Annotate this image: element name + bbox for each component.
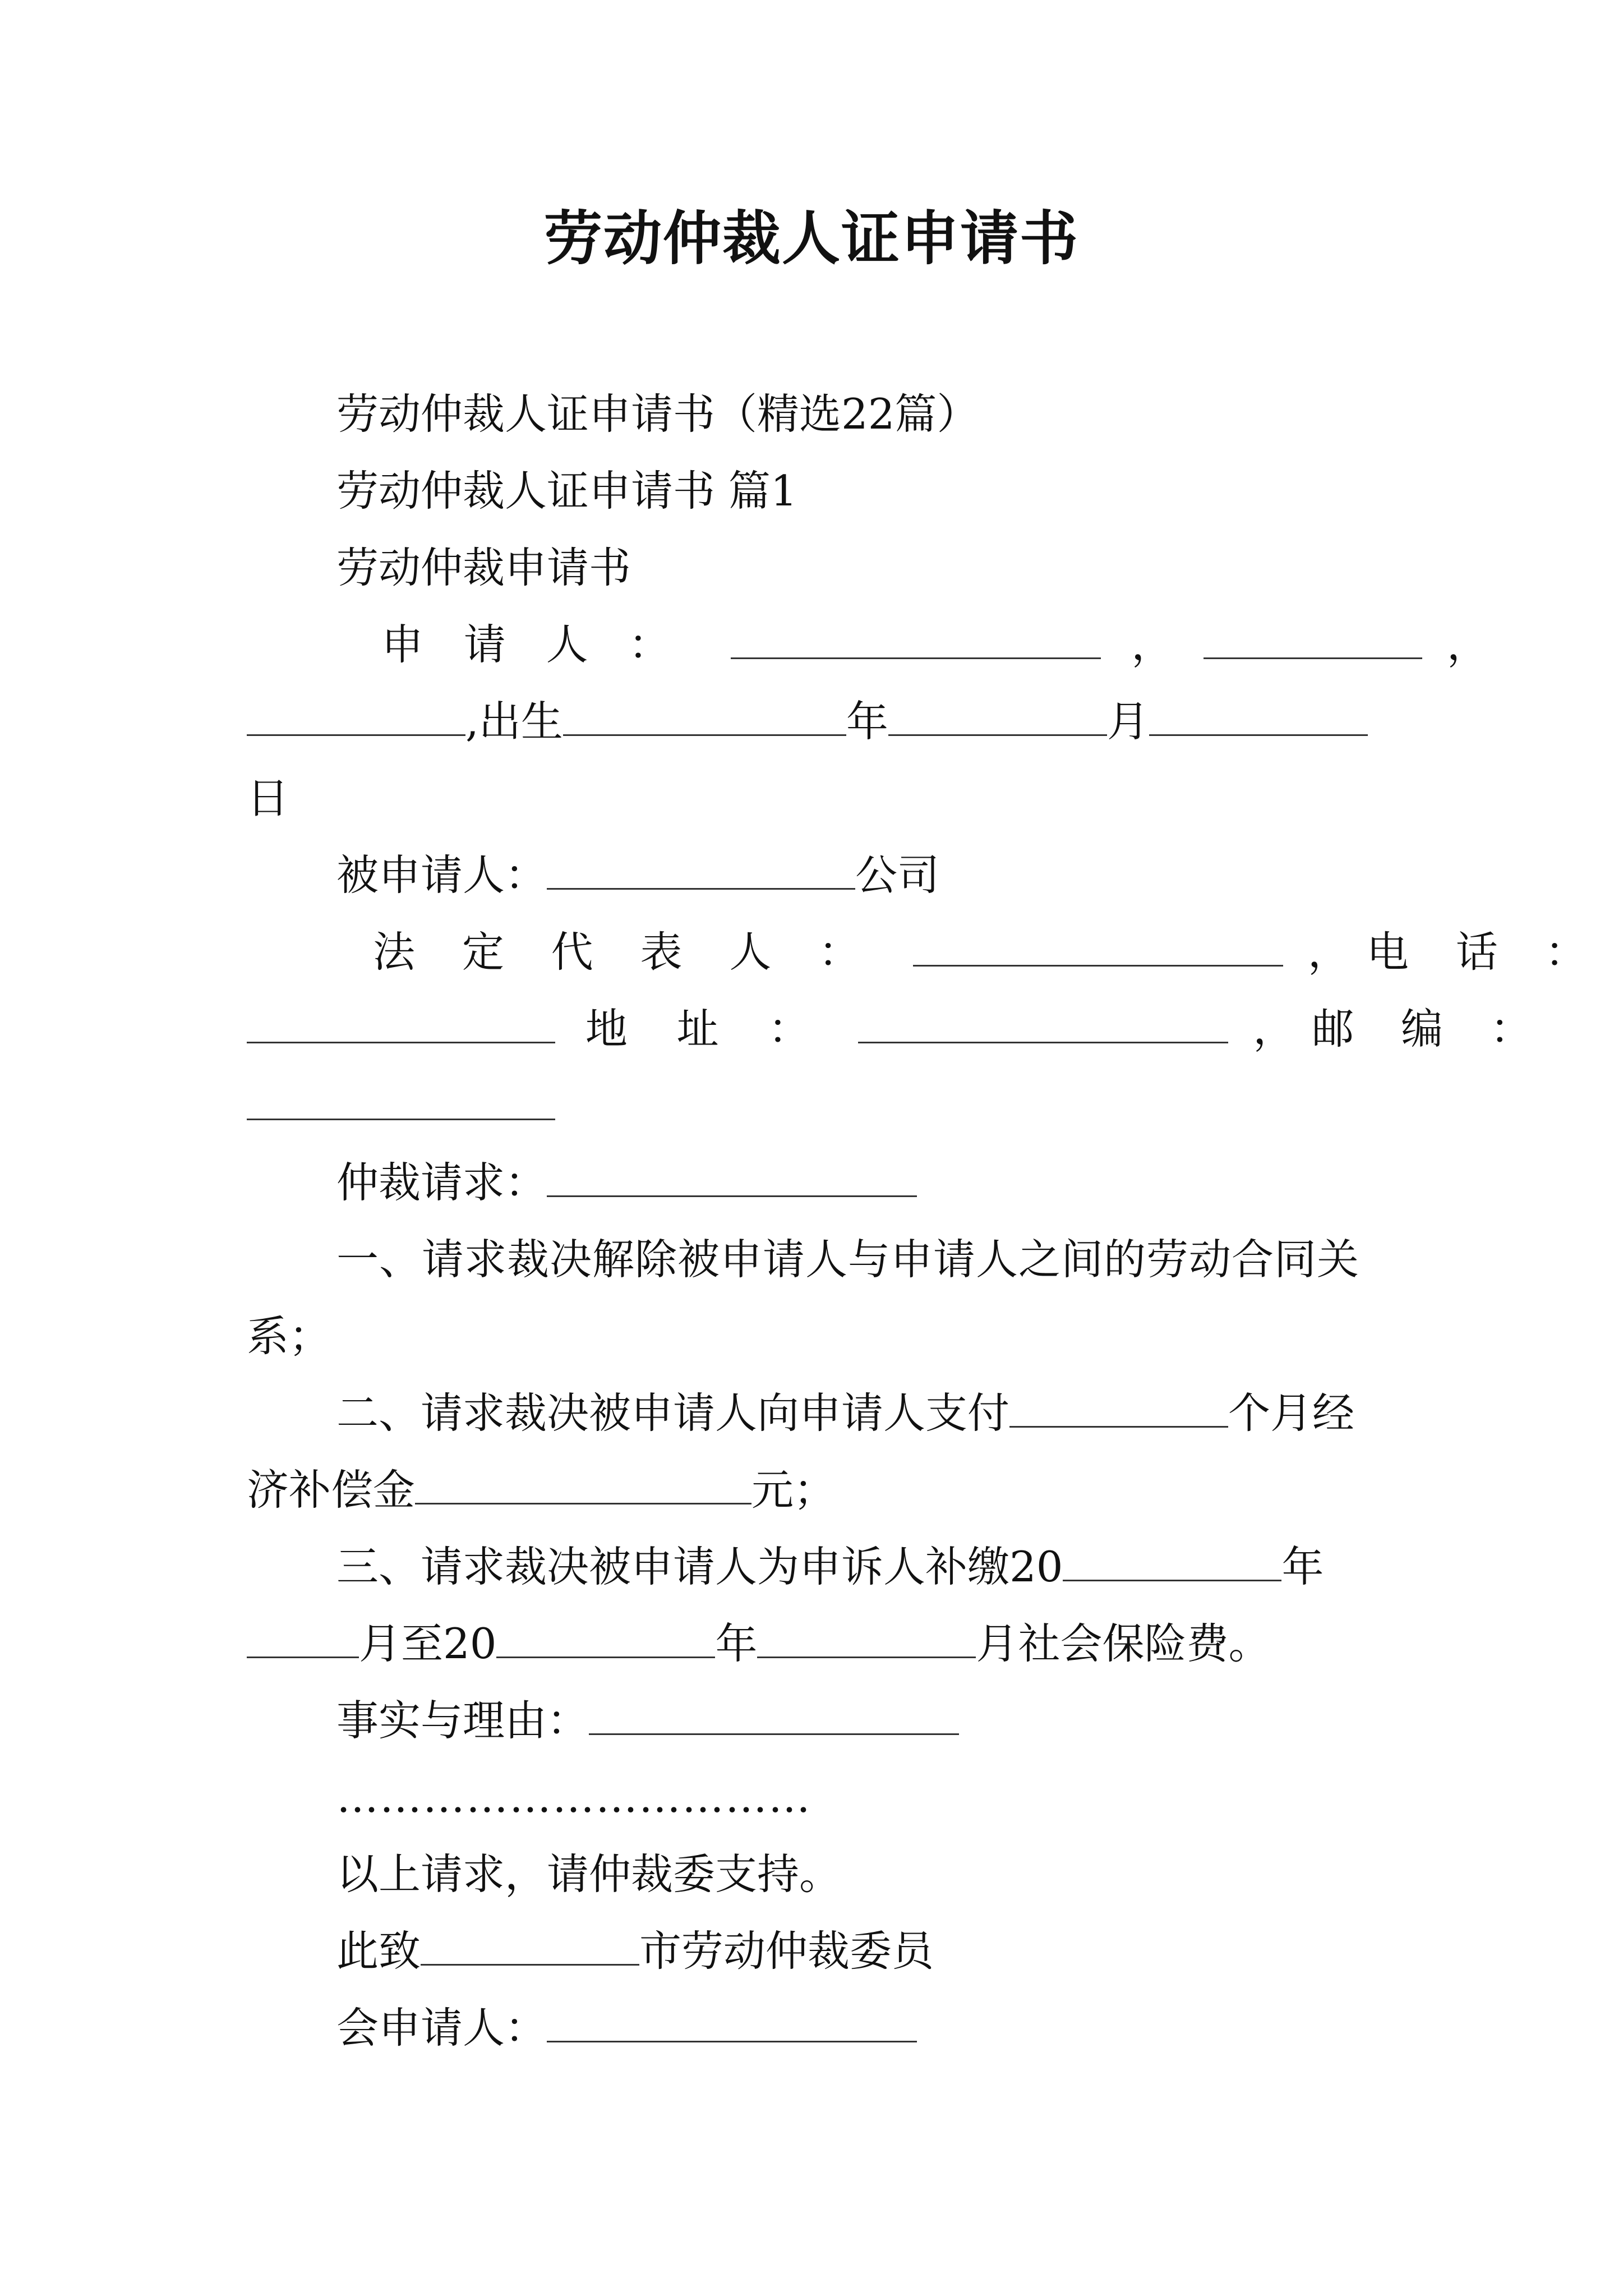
compensation-blank (415, 1464, 751, 1504)
phone-label: ，电 话 ： (1307, 927, 1604, 977)
month-label: 月 (1106, 697, 1149, 746)
address-blank (858, 1002, 1228, 1043)
postcode-label: ，邮 编 ： (1253, 1004, 1549, 1053)
legal-rep-blank (913, 926, 1283, 967)
signature-blank (547, 2001, 917, 2042)
claims-label: 仲裁请求： (336, 1158, 547, 1207)
birth-month-blank (888, 695, 1107, 736)
claim-2-cont: 济补偿金 元； (247, 1452, 1385, 1529)
comma: ， (1446, 620, 1489, 669)
postcode-blank (247, 1079, 555, 1120)
document-body (247, 376, 1604, 2067)
applicant-line (247, 606, 1489, 683)
legal-rep-line (247, 914, 1604, 991)
claim-3: 三、请求裁决被申请人为申诉人补缴20 年 (247, 1529, 1385, 1605)
comma: ， (1131, 620, 1174, 669)
heading-application: 劳动仲裁申请书 (336, 543, 631, 592)
heading-selected: 劳动仲裁人证申请书（精选22篇） (336, 389, 979, 439)
to-month-blank (757, 1617, 976, 1658)
facts-line: 事实与理由： (247, 1682, 1385, 1759)
months-blank (1009, 1387, 1228, 1428)
claims-line (247, 1144, 1385, 1221)
address-label: 地 址 ： (585, 1004, 828, 1053)
address-line (247, 991, 1549, 1068)
phone-blank (247, 1002, 555, 1043)
respondent-blank (547, 849, 855, 890)
birth-year-blank (563, 695, 846, 736)
heading-part-1: 劳动仲裁人证申请书 篇1 (336, 466, 797, 516)
respondent-label: 被申请人： (336, 850, 547, 900)
from-year-blank (1063, 1540, 1281, 1581)
to-year-blank (496, 1617, 715, 1658)
signature-line: 会申请人： (247, 1990, 1385, 2067)
facts-blank (589, 1694, 959, 1735)
day-line: 日 (247, 774, 289, 823)
applicant-label: 申 请 人 ： (381, 620, 684, 669)
ellipsis-line: …………………………… (336, 1773, 811, 1822)
claims-blank (547, 1156, 917, 1197)
respondent-line (247, 837, 1385, 914)
from-month-blank (247, 1617, 359, 1658)
addressee-line: 此致 市劳动仲裁委员 (247, 1913, 1385, 1990)
claim-3-cont: 月至20 年 月社会保险费。 (247, 1605, 1385, 1682)
claim-2: 二、请求裁决被申请人向申请人支付 个月经 (247, 1375, 1385, 1452)
legal-rep-label: 法 定 代 表 人 ： (373, 927, 878, 977)
company-label: 公司 (855, 850, 940, 900)
city-blank (421, 1925, 639, 1966)
ethnicity-blank (247, 695, 465, 736)
year-label: 年 (846, 697, 888, 746)
claim-1-cont: 系； (247, 1312, 331, 1361)
applicant-gender-blank (1204, 618, 1422, 659)
birth-day-blank (1149, 695, 1368, 736)
postcode-line (247, 1068, 1385, 1144)
support-line: 以上请求，请仲裁委支持。 (336, 1849, 842, 1899)
claim-1: 一、请求裁决解除被申请人与申请人之间的劳动合同关 (336, 1235, 1360, 1284)
birth-line (247, 683, 1385, 760)
born-label: ,出生 (465, 697, 563, 746)
applicant-name-blank (731, 618, 1101, 659)
document-title: 劳动仲裁人证申请书 (543, 204, 1079, 273)
